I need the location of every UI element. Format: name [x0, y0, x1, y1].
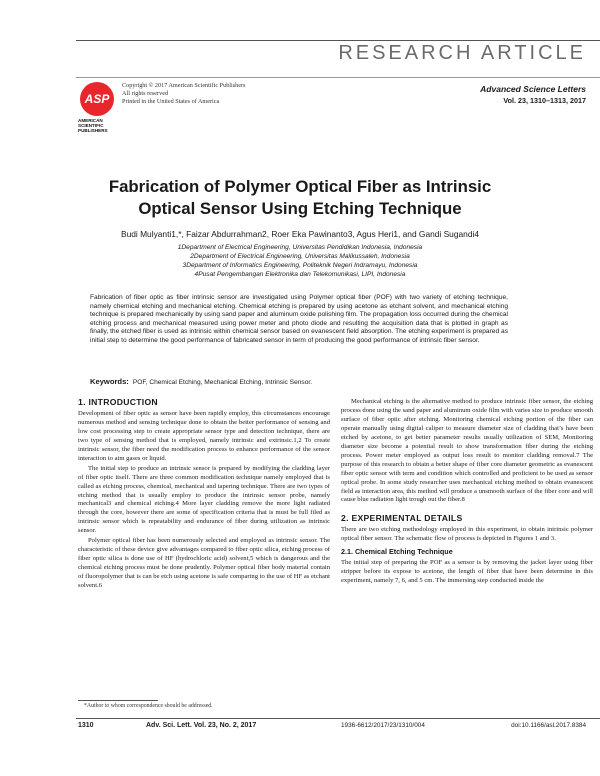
paragraph: There are two etching methodology employed in this experiment, to obtain intrinsic polymer optical fiber sensor. The schematic flow of process is depicted in Figures 1 and 3. — [341, 526, 593, 543]
section-heading-experimental: 2. EXPERIMENTAL DETAILS — [341, 513, 463, 524]
issn: 1936-6612/2017/23/1310/004 — [341, 722, 425, 729]
publisher-logo — [78, 82, 118, 134]
affiliation: 4Pusat Pengembangan Elektronika dan Telekomunikasi, LIPI, Indonesia — [194, 271, 406, 278]
author-list: Budi Mulyanti1,*, Faizar Abdurrahman2, Roer Eka Pawinanto3, Agus Heri1, and Gandi Sugandi4 — [120, 229, 479, 239]
footnote: *Author to whom correspondence should be addressed. — [84, 703, 213, 709]
header-rule-bottom — [76, 77, 600, 78]
logo-text: AMERICAN SCIENTIFIC PUBLISHERS — [78, 118, 108, 133]
paragraph: Development of fiber optic as sensor have been rapidly employ, this circumstances encourage numerous method and sensing technique done to obtain the better performance of sensing and low cost processing step to create appropriate sensor type and detection technique, there are two type of sensing method that is employed, namely intrinsic and extrinsic.1,2 To create intrinsic sensor, the fiber need the modification process to enhance performance of the sensor interaction to aim gases or liquid. — [78, 409, 330, 462]
affiliations — [60, 243, 540, 279]
keywords — [90, 377, 508, 386]
title-line-2: Optical Sensor Using Etching Technique — [138, 199, 462, 218]
copyright-line: Copyright © 2017 American Scientific Publishers — [122, 82, 246, 89]
right-column — [341, 398, 593, 587]
affiliation: 2Department of Electrical Engineering, Universitas Malikussaleh, Indonesia — [190, 253, 410, 260]
subsection-heading: 2.1. Chemical Etching Technique — [341, 547, 453, 557]
copyright-line: Printed in the United States of America — [122, 98, 220, 105]
keywords-label: Keywords: — [90, 377, 129, 386]
journal-info — [480, 84, 586, 106]
paragraph: The initial step to produce an intrinsic sensor is prepared by modifying the cladding layer of fiber optic itself. There are three common modification technique namely employed that is called as etching process, chemical, mechanical and tapering technique. There are two types of etching method that is usually employ to produce the intrinsic sensor probe, namely mechanical3 and chemical etching.4 More layer cladding remove the more light radiated through the core, however there are some of specification criteria that is must be full filed as intrinsic sensor which is repeatability and endurance of fiber during utilization as intrinsic sensor. — [78, 464, 330, 535]
left-column — [78, 398, 330, 592]
section-heading-introduction: 1. INTRODUCTION — [78, 397, 158, 407]
article-title — [60, 176, 540, 220]
footer-rule — [76, 718, 600, 719]
copyright-line: All rights reserved — [122, 90, 169, 97]
paragraph: Polymer optical fiber has been numerously selected and employed as intrinsic sensor. The characteristic of these device give advantages compared to fiber optic silica, etching process of fiber optic silica is done use of HF (hydrochloric acid) solvent,5 which is dangerous and the chemical etching process must be done prudently. Polymer optical fiber body material contain of fluoropolymer that is can be etch using acetone is safe comparing to the use of HF as etchant solvent.6 — [78, 537, 330, 590]
asp-logo-icon: ASP — [80, 82, 114, 116]
affiliation: 3Department of Informatics Engineering, Politeknik Negeri Indramayu, Indonesia — [182, 262, 418, 269]
title-line-1: Fabrication of Polymer Optical Fiber as Intrinsic — [108, 177, 492, 196]
paragraph: Mechanical etching is the alternative method to produce intrinsic fiber sensor, the etching process done using the sand paper and aluminum oxide film with varies size to produce smooth surface of fiber optic after etching. Monitoring chemical etching portion of the fiber can operate manually using digital caliper to measure diameter size of cladding that’s have been etched by acetone, to get better parameter results usually utilization of SEM, Monitoring diameter size become a potential result to show transformation fiber during the etching process. Power meter employed as output loss result to monitor cladding removal.7 The purpose of this research to obtain a better shape of fiber core diameter geometric as evanescent fiber optic sensor with term and condition which controlled and proficient to be used as sensor optical probe. In some study researcher uses mechanical etching method to obtain evanescent field as interaction area, this method will produce a unsmooth surface of the fiber core and will cause blue radiation light trough out the fiber.8 — [341, 398, 593, 504]
page-number: 1310 — [78, 722, 94, 729]
paragraph: The initial step of preparing the POF as a sensor is by removing the jacket layer using fiber stripper before its expose to acetone, the length of fiber that have been determine in this experiment, namely 7, 6, and 5 cm. The immersing step conducted inside the — [341, 559, 593, 585]
journal-volume: Vol. 23, 1310–1313, 2017 — [503, 96, 586, 105]
abstract: Fabrication of fiber optic as fiber intrinsic sensor are investigated using Polymer optical fiber (POF) with two variety of etching technique, namely chemical etching and mechanical etching. Chemical etching is prepared by using acetone as etchant solvent, and mechanical etching technique is prepared mechanically by using sand paper and aluminum oxide polishing film. The propagation loss occurred during the chemical etching process and mechanical measured using power meter and photo diode and resulting the acquisition data that is plotted in graph as finally, the etched fiber is used as intrinsic within chemical sensor based on evanescent field absorption. The etching experiment is prepared as initial step to determine the good performance of fabricated sensor in term of producing the good performance of intrinsic fiber sensor. — [90, 294, 508, 344]
footnote-rule — [78, 700, 158, 701]
citation: Adv. Sci. Lett. Vol. 23, No. 2, 2017 — [146, 722, 257, 729]
header-rule-top — [76, 40, 600, 41]
section-label: RESEARCH ARTICLE — [338, 42, 586, 64]
journal-name: Advanced Science Letters — [480, 84, 586, 94]
keywords-list: POF, Chemical Etching, Mechanical Etching, Intrinsic Sensor. — [132, 379, 313, 386]
copyright-block — [122, 82, 245, 106]
doi: doi:10.1166/asl.2017.8384 — [511, 722, 586, 729]
affiliation: 1Department of Electrical Engineering, Universitas Pendidikan Indonesia, Indonesia — [177, 244, 423, 251]
